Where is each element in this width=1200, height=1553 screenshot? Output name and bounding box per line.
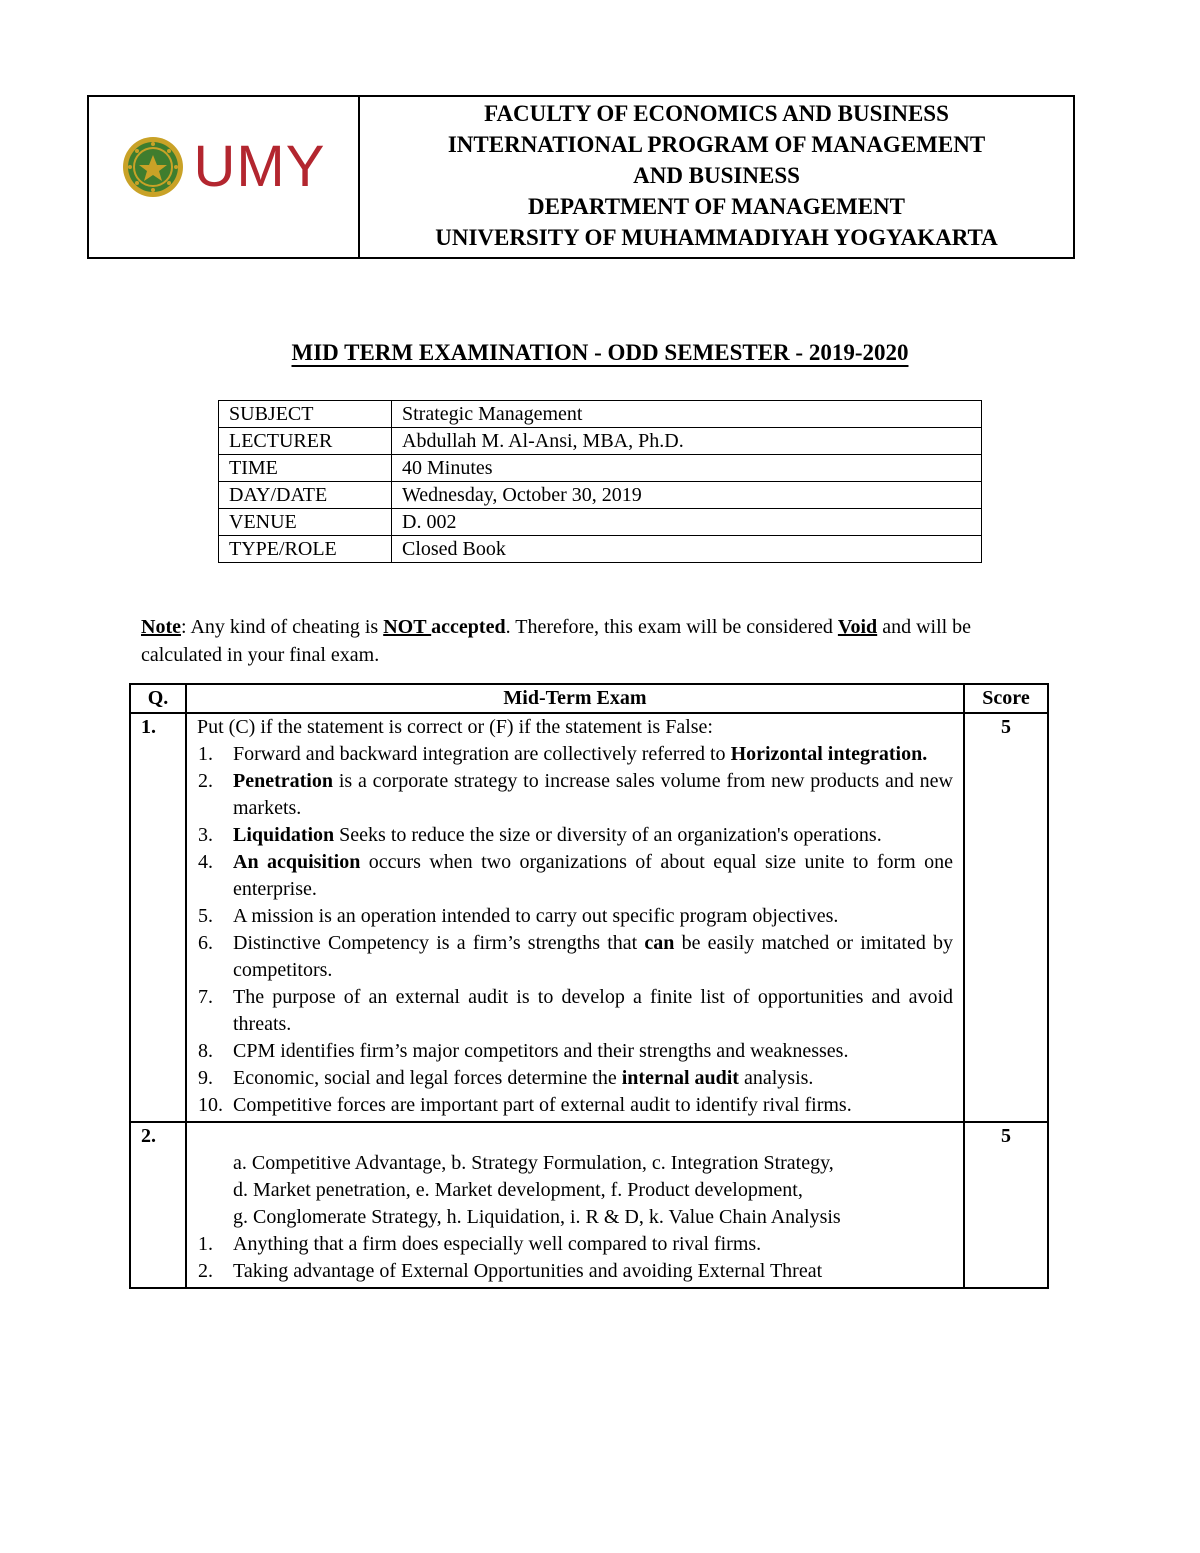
university-line: UNIVERSITY OF MUHAMMADIYAH YOGYAKARTA (435, 224, 998, 250)
info-value: D. 002 (392, 509, 982, 536)
statement-item: 2. Penetration is a corporate strategy to increase sales volume from new products and new markets. (198, 770, 953, 819)
info-row (219, 428, 982, 455)
info-label: TYPE/ROLE (219, 536, 392, 563)
statement-item: 6. Distinctive Competency is a firm’s strengths that can be easily matched or imitated by competitors. (198, 932, 954, 981)
note-void: Void (837, 616, 878, 638)
statement-item: 3. Liquidation Seeks to reduce the size or diversity of an organization's operations. (198, 824, 882, 846)
exam-questions-table (129, 683, 1049, 1289)
definition-item: 2. Taking advantage of External Opportunities and avoiding External Threat (198, 1260, 823, 1282)
umy-emblem-icon (122, 136, 184, 198)
question-1-body (186, 713, 964, 1122)
options-line: g. Conglomerate Strategy, h. Liquidation, i. R & D, k. Value Chain Analysis (233, 1206, 841, 1228)
question-score: 5 (964, 1122, 1048, 1288)
question-1-row (130, 713, 1048, 1122)
info-label: TIME (219, 455, 392, 482)
note-accepted: accepted (431, 616, 506, 638)
info-label: DAY/DATE (219, 482, 392, 509)
question-1-statements (197, 741, 953, 1119)
question-2-row (130, 1122, 1048, 1288)
exam-header: Mid-Term Exam (186, 684, 964, 713)
statement-item: 10. Competitive forces are important part of external audit to identify rival firms. (198, 1094, 852, 1116)
info-label: LECTURER (219, 428, 392, 455)
options-line: d. Market penetration, e. Market development, f. Product development, (233, 1179, 803, 1201)
note-text-3: and will be calculated in your final exam. (141, 616, 972, 666)
note-label: Note (141, 616, 181, 638)
statement-item: 7. The purpose of an external audit is to develop a finite list of opportunities and avoid threats. (198, 986, 953, 1035)
program-line-2: AND BUSINESS (633, 162, 800, 188)
question-2-body (186, 1122, 964, 1288)
info-row (219, 401, 982, 428)
program-line: INTERNATIONAL PROGRAM OF MANAGEMENT (447, 131, 986, 157)
question-2-options (197, 1150, 953, 1231)
info-row (219, 482, 982, 509)
info-label: SUBJECT (219, 401, 392, 428)
options-line: a. Competitive Advantage, b. Strategy Formulation, c. Integration Strategy, (233, 1152, 834, 1174)
question-number: 2. (130, 1122, 186, 1288)
score-header: Score (964, 684, 1048, 713)
info-value: Abdullah M. Al-Ansi, MBA, Ph.D. (392, 428, 982, 455)
faculty-line: FACULTY OF ECONOMICS AND BUSINESS (484, 100, 949, 126)
question-score: 5 (964, 713, 1048, 1122)
info-value: Strategic Management (392, 401, 982, 428)
question-2-items (197, 1231, 953, 1285)
statement-item: 1. Forward and backward integration are collectively referred to Horizontal integration. (198, 743, 928, 765)
cheating-note (141, 613, 1051, 669)
header-box (87, 95, 1075, 259)
exam-info-table (218, 400, 982, 563)
info-row (219, 536, 982, 563)
exam-title: MID TERM EXAMINATION - ODD SEMESTER - 2019-2020 (291, 340, 909, 365)
exam-header-row (130, 684, 1048, 713)
info-row (219, 509, 982, 536)
note-not: NOT (383, 616, 432, 638)
question-number: 1. (130, 713, 186, 1122)
faculty-heading (360, 97, 1073, 257)
question-2-blank-line (197, 1123, 953, 1150)
statement-item: 9. Economic, social and legal forces determine the internal audit analysis. (198, 1067, 814, 1089)
info-value: 40 Minutes (392, 455, 982, 482)
logo-cell (89, 97, 360, 257)
statement-item: 8. CPM identifies firm’s major competitors and their strengths and weaknesses. (198, 1040, 849, 1062)
definition-item: 1. Anything that a firm does especially well compared to rival firms. (198, 1233, 762, 1255)
info-value: Wednesday, October 30, 2019 (392, 482, 982, 509)
statement-item: 5. A mission is an operation intended to carry out specific program objectives. (198, 905, 839, 927)
statement-item: 4. An acquisition occurs when two organizations of about equal size unite to form one enterprise. (198, 851, 953, 900)
department-line: DEPARTMENT OF MANAGEMENT (528, 193, 905, 219)
info-label: VENUE (219, 509, 392, 536)
question-1-instruction: Put (C) if the statement is correct or (F) if the statement is False: (197, 716, 713, 738)
info-value: Closed Book (392, 536, 982, 563)
umy-logo-text: UMY (193, 134, 326, 199)
note-text-2: . Therefore, this exam will be considered (505, 616, 838, 638)
q-header: Q. (130, 684, 186, 713)
note-text-1: : Any kind of cheating is (180, 616, 384, 638)
info-row (219, 455, 982, 482)
